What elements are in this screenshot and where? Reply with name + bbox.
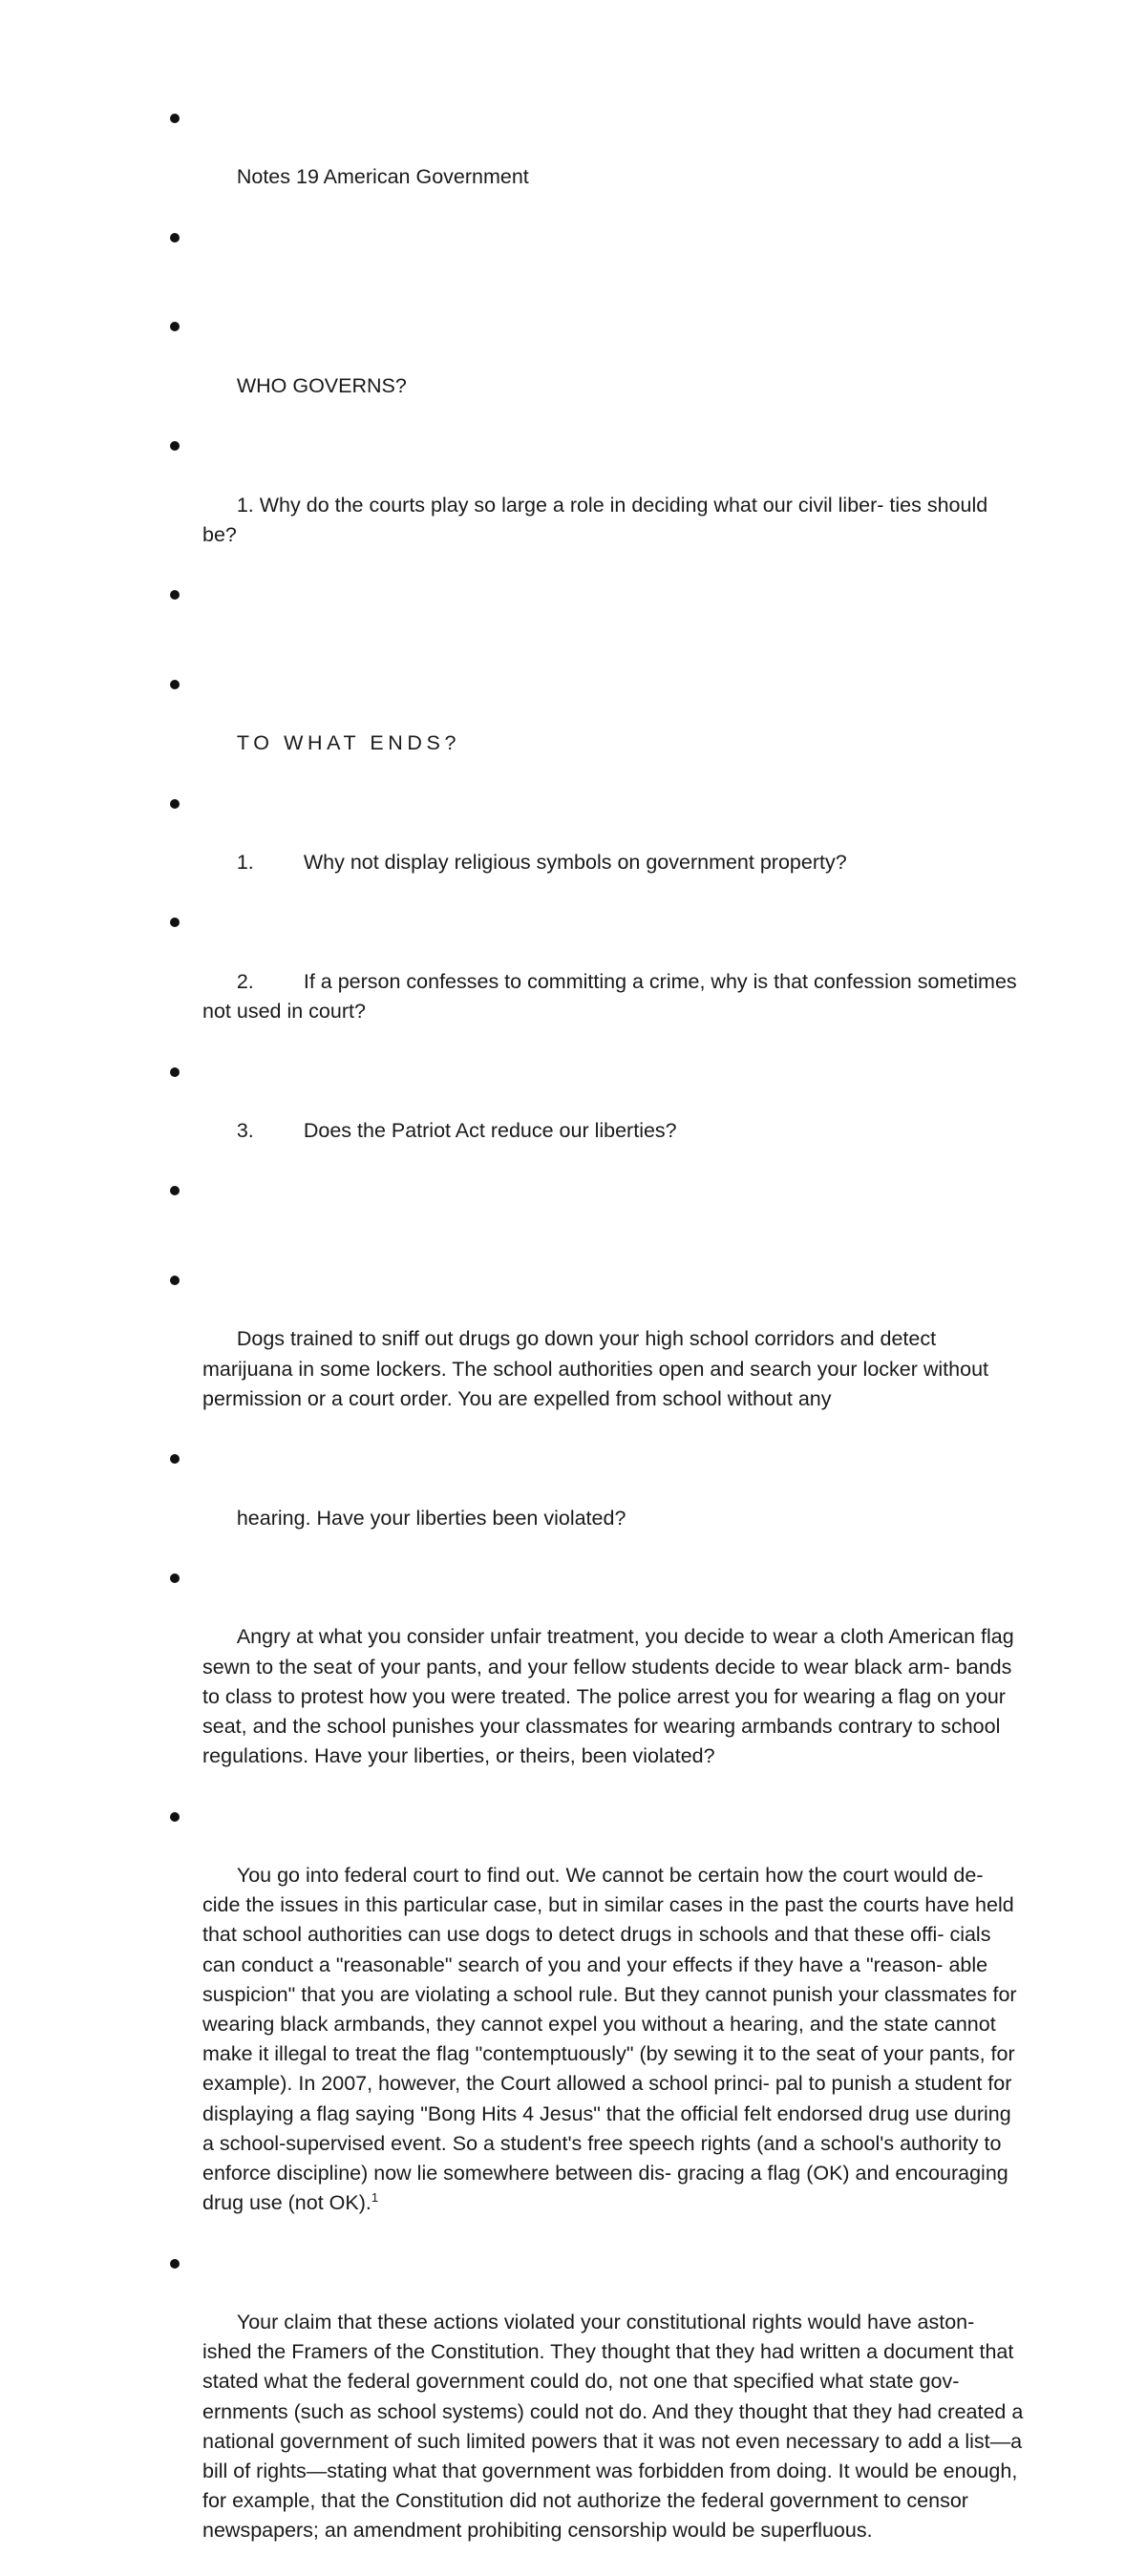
list-item-question xyxy=(202,907,1024,1056)
bullet-icon xyxy=(170,918,180,927)
list-item-question xyxy=(202,1057,1024,1176)
list-item-who-governs-question xyxy=(202,431,1024,580)
list-item-empty xyxy=(202,580,1024,669)
list-item-title xyxy=(202,103,1024,222)
bullet-icon xyxy=(170,1276,180,1285)
bullet-icon xyxy=(170,2259,180,2269)
question-number: 1. xyxy=(236,493,254,517)
question-text: Does the Patriot Act reduce our liberties? xyxy=(303,1118,677,1142)
list-item-paragraph xyxy=(202,1802,1024,2249)
list-item-empty xyxy=(202,1175,1024,1265)
bullet-icon xyxy=(170,1573,180,1583)
list-item-paragraph xyxy=(202,2249,1029,2576)
bullet-icon xyxy=(170,799,180,809)
bullet-icon xyxy=(170,680,180,689)
question-text: Why not display religious symbols on government property? xyxy=(303,851,847,875)
footnote-marker: 1 xyxy=(371,2190,379,2206)
question-text: Why do the courts play so large a role in deciding what our civil liber- ties should be? xyxy=(202,493,994,546)
question-number: 1. xyxy=(236,851,254,875)
section-heading: TO WHAT ENDS? xyxy=(236,731,461,755)
paragraph-text: You go into federal court to find out. We cannot be certain how the court would de- cide the issues in this particular case, but in similar cases in the past the courts have held that school authorities can use dogs to detect drugs in schools and that these offi- cials can conduct a "reasonable" search of you and your effects if they have a "reason- able suspicion" that you are violating a school rule. But they cannot punish your classmates for wearing black armbands, they cannot expel you without a hearing, and the state cannot make it illegal to treat the flag "contemptuously" (by sewing it to the seat of your pants, for example). In 2007, however, the Court allowed a school princi- pal to punish a student for displaying a flag saying "Bong Hits 4 Jesus" that the official felt endorsed drug use during a school-supervised event. So a student's free speech rights (and a school's authority to enforce discipline) now lie somewhere between dis- gracing a flag (OK) and encouraging drug use (not OK). xyxy=(202,1863,1023,2215)
list-item-paragraph xyxy=(202,1444,1024,1563)
bullet-icon xyxy=(170,1812,180,1822)
bullet-icon xyxy=(170,322,180,331)
paragraph-text: Your claim that these actions violated your constitutional rights would have aston- ished the Framers of the Constitution. They thought that they had written a document that stated what the federal government could do, not one that specified what state gov- ernments (such as school systems) could not do. And they thought that they had created a national government of such limited powers that it was not even necessary to add a list—a bill of rights—stating what that government was forbidden from doing. It would be enough, for example, that the Constitution did not authorize the federal government to censor newspapers; an amendment prohibiting censorship would be superfluous. xyxy=(202,2311,1029,2543)
list-item-to-what-ends-heading xyxy=(202,669,1024,789)
bullet-icon xyxy=(170,114,180,123)
notes-list xyxy=(202,103,1029,2576)
list-item-who-governs-heading xyxy=(202,311,1024,431)
list-item-empty xyxy=(202,222,1024,312)
question-number: 2. xyxy=(236,969,254,993)
bullet-icon xyxy=(170,590,180,600)
bullet-icon xyxy=(170,1186,180,1195)
list-item-question xyxy=(202,789,1024,908)
list-item-paragraph xyxy=(202,1265,1024,1444)
bullet-icon xyxy=(170,233,180,243)
paragraph-text: Angry at what you consider unfair treatment, you decide to wear a cloth American flag sewn to the seat of your pants, and your fellow students decide to wear black arm- bands to class to protest how you were treated. The police arrest you for wearing a flag on your seat, and the school punishes your classmates for wearing armbands contrary to school regulations. Have your liberties, or theirs, been violated? xyxy=(202,1625,1020,1768)
bullet-icon xyxy=(170,1454,180,1464)
list-item-paragraph xyxy=(202,1563,1024,1802)
bullet-icon xyxy=(170,1067,180,1077)
paragraph-text: Dogs trained to sniff out drugs go down your high school corridors and detect marijuana in some lockers. The school authorities open and search your locker without permission or a court order. You are expelled from school without any xyxy=(202,1327,994,1410)
section-heading: WHO GOVERNS? xyxy=(236,373,407,397)
question-text: If a person confesses to committing a crime, why is that confession sometimes not used in court? xyxy=(202,969,1023,1024)
document-title: Notes 19 American Government xyxy=(236,165,529,189)
bullet-icon xyxy=(170,441,180,451)
paragraph-text: hearing. Have your liberties been violated? xyxy=(236,1506,626,1530)
question-number: 3. xyxy=(236,1118,254,1142)
